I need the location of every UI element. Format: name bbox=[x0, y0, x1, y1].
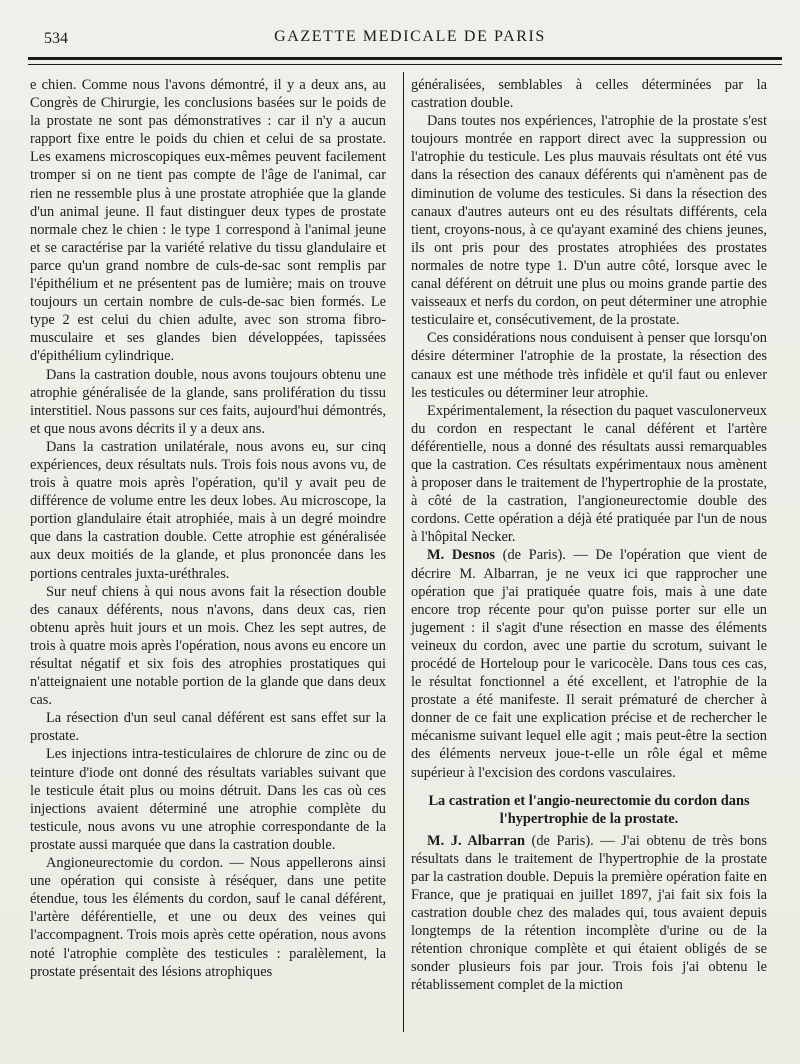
speaker-name: M. J. Albarran bbox=[427, 832, 525, 849]
column-divider bbox=[403, 72, 404, 1032]
paragraph: généralisées, semblables à celles déterminées par la castration double. bbox=[411, 77, 767, 112]
right-column bbox=[411, 76, 767, 995]
paragraph-text: (de Paris). — J'ai obtenu de très bons résultats dans le traitement de l'hypertrophie de la prostate par la castration double. Depuis la première opération faite en France, que je pratiquai en juillet 1897, j'ai fait six fois la castration double chez des malades qui, tous avaient depuis longtemps de la rétention incomplète d'urine ou de la rétention chronique complète et qui étaient obligés de se sonder plusieurs fois par jour. Trois fois j'ai obtenu le rétablissement complet de la miction bbox=[411, 832, 768, 994]
header-rule-thin bbox=[28, 64, 782, 65]
paragraph: Dans la castration unilatérale, nous avons eu, sur cinq expériences, deux résultats nuls. Trois fois nous avons vu, de trois à quatre mois après l'opération, qu'il y avait peu de différence de volume entre les deux lobes. Au microscope, la portion glandulaire était atrophiée, mais à un degré moindre que dans la castration double. Cette atrophie est généralisée aux deux moitiés de la glande, et plus prononcée dans les portions centrales juxta-uréthrales. bbox=[30, 438, 386, 582]
paragraph: Dans toutes nos expériences, l'atrophie de la prostate s'est toujours montrée en rapport direct avec la suppression ou l'atrophie du testicule. Les plus mauvais résultats ont été vus dans la résection des canaux déférents qui n'amènent pas de diminution de volume des testicules. Si dans la résection des canaux d'autres auteurs ont eu des résultats différents, cela tient, croyons-nous, à ce qu'ayant examiné des chiens jeunes, ils ont pris pour des prostates atrophiées des prostates normales de notre type 1. D'un autre côté, lorsque avec le canal déférent on détruit une plus ou moins grande partie des vaisseaux et nerfs du cordon, on peut déterminer une atrophie testiculaire et, consécutivement, de la prostate. bbox=[411, 113, 767, 329]
running-head bbox=[40, 26, 780, 52]
paragraph: Expérimentalement, la résection du paquet vasculonerveux du cordon en respectant le canal déférent et l'artère déférentielle, nous a donné des résultats aussi remarquables que la castration. Ces résultats expérimentaux nous amènent à proposer dans le traitement de l'hypertrophie de la prostate, à côté de la castration, l'angioneurectomie double des cordons. Cette opération a déjà été pratiquée par l'un de nous à l'hôpital Necker. bbox=[411, 402, 767, 546]
page-number: 534 bbox=[44, 30, 68, 47]
journal-title: GAZETTE MEDICALE DE PARIS bbox=[274, 28, 546, 45]
paragraph: Angioneurectomie du cordon. — Nous appellerons ainsi une opération qui consiste à réséquer, dans une petite étendue, tous les éléments du cordon, sauf le canal déférent, l'artère déférentielle, et une ou deux des veines qui l'accompagnent. Trois mois après cette opération, nous avons noté l'atrophie complète des testicules : paralèlement, la prostate présentait des lésions atrophiques bbox=[30, 855, 386, 980]
paragraph-albarran bbox=[411, 832, 767, 995]
paragraph-text: (de Paris). — De l'opération que vient de décrire M. Albarran, je ne veux ici que rapprocher une opération que j'ai pratiquée quatre fois, mais à une date encore trop récente pour qu'on puisse porter sur elle un jugement : il s'agit d'une résection en masse des éléments veineux du cordon, avec une partie du scrotum, suivant le procédé de Horteloup pour le varicocèle. Dans tous ces cas, le résultat fonctionnel a été excellent, et l'atrophie de la prostate a été manifeste. Il serait prématuré de chercher à donner de ce fait une explication précise et de rechercher le mécanisme suivant lequel elle agit ; mais peut-être la section des éléments nerveux joue-t-elle un rôle égal et même supérieur à l'excision des cordons vasculaires. bbox=[411, 547, 767, 781]
left-column bbox=[30, 76, 386, 981]
header-rule-thick bbox=[28, 57, 782, 60]
speaker-name: M. Desnos bbox=[427, 547, 496, 564]
section-heading: La castration et l'angio-neurectomie du cordon dans l'hypertrophie de la prostate. bbox=[428, 792, 750, 827]
paragraph-desnos bbox=[411, 546, 767, 781]
paragraph: La résection d'un seul canal déférent est sans effet sur la prostate. bbox=[30, 710, 386, 745]
paragraph: Dans la castration double, nous avons toujours obtenu une atrophie généralisée de la glande, sans prolifération du tissu interstitiel. Nous passons sur ces faits, aujourd'hui démontrés, et que nous avons décrits il y a deux ans. bbox=[30, 366, 386, 437]
paragraph: e chien. Comme nous l'avons démontré, il y a deux ans, au Congrès de Chirurgie, les conclusions basées sur le poids de la prostate ne sont pas démonstratives : car il n'y a aucun rapport fixe entre le poids du chien et celui de sa prostate. Les examens microscopiques eux-mêmes peuvent facilement tromper si on ne tient pas compte de l'âge de l'animal, car rien ne ressemble plus à une prostate atrophiée que la glande d'un animal jeune. Il faut distinguer deux types de prostate normale chez le chien : le type 1 correspond à l'animal jeune et se caractérise par la variété relative du tissu glandulaire et parce qu'un grand nombre de culs-de-sac sont remplis par l'épithélium et ne présentent pas de lumière; mais on trouve toujours un certain nombre de culs-de-sac bien formés. Le type 2 est celui du chien adulte, avec son stroma fibro-musculaire et ses glandes bien développées, tapissées d'épithélium cylindrique. bbox=[30, 77, 386, 365]
paragraph: Ces considérations nous conduisent à penser que lorsqu'on désire déterminer l'atrophie de la prostate, la résection des canaux est une méthode très infidèle et qu'il faut ou enlever les testicules ou déterminer leur atrophie. bbox=[411, 330, 767, 401]
paragraph: Les injections intra-testiculaires de chlorure de zinc ou de teinture d'iode ont donné des résultats variables suivant que le testicule était plus ou moins détruit. Dans les cas où ces injections avaient déterminé une atrophie complète du testicule, nous avons vu une atrophie correspondante de la prostate aussi marquée que dans la castration double. bbox=[30, 746, 386, 853]
paragraph: Sur neuf chiens à qui nous avons fait la résection double des canaux déférents, nous n'avons, dans deux cas, rien obtenu après huit jours et un mois. Chez les sept autres, de trois à quatre mois après l'opération, nous avons eu encore un résultat négatif et six fois des atrophies prostatiques qui n'atteignaient une notable portion de la glande que dans deux cas. bbox=[30, 583, 386, 709]
